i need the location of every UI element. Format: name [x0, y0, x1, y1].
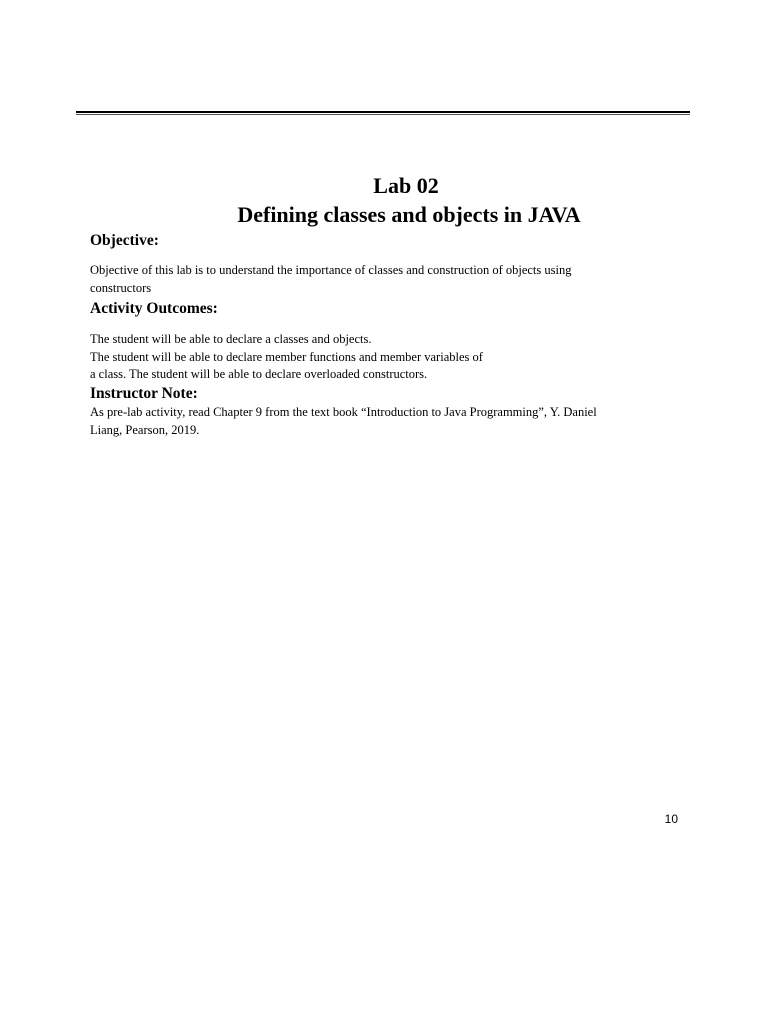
- activity-outcomes-line: The student will be able to declare member functions and member variables of: [90, 349, 483, 364]
- objective-line: Objective of this lab is to understand the importance of classes and construction of objects using: [90, 263, 572, 277]
- instructor-note-line: Liang, Pearson, 2019.: [90, 422, 200, 437]
- page-number: 10: [664, 812, 678, 826]
- objective-line: constructors: [90, 280, 152, 295]
- activity-outcomes-paragraph: [90, 331, 670, 384]
- activity-outcomes-line: The student will be able to declare a classes and objects.: [90, 332, 372, 346]
- instructor-note-paragraph: [90, 404, 670, 439]
- lab-number: Lab 02: [373, 173, 439, 198]
- header-rule: [76, 111, 690, 113]
- lab-title: Defining classes and objects in JAVA: [237, 202, 581, 227]
- activity-outcomes-heading: Activity Outcomes:: [90, 300, 218, 317]
- instructor-note-heading: Instructor Note:: [90, 385, 198, 402]
- header-rule-underline: [76, 114, 690, 115]
- objective-heading: Objective:: [90, 232, 159, 249]
- instructor-note-line: As pre-lab activity, read Chapter 9 from the text book “Introduction to Java Programming”, Y. Daniel: [90, 405, 597, 419]
- activity-outcomes-line: a class. The student will be able to declare overloaded constructors.: [90, 367, 428, 381]
- objective-paragraph: [90, 262, 670, 297]
